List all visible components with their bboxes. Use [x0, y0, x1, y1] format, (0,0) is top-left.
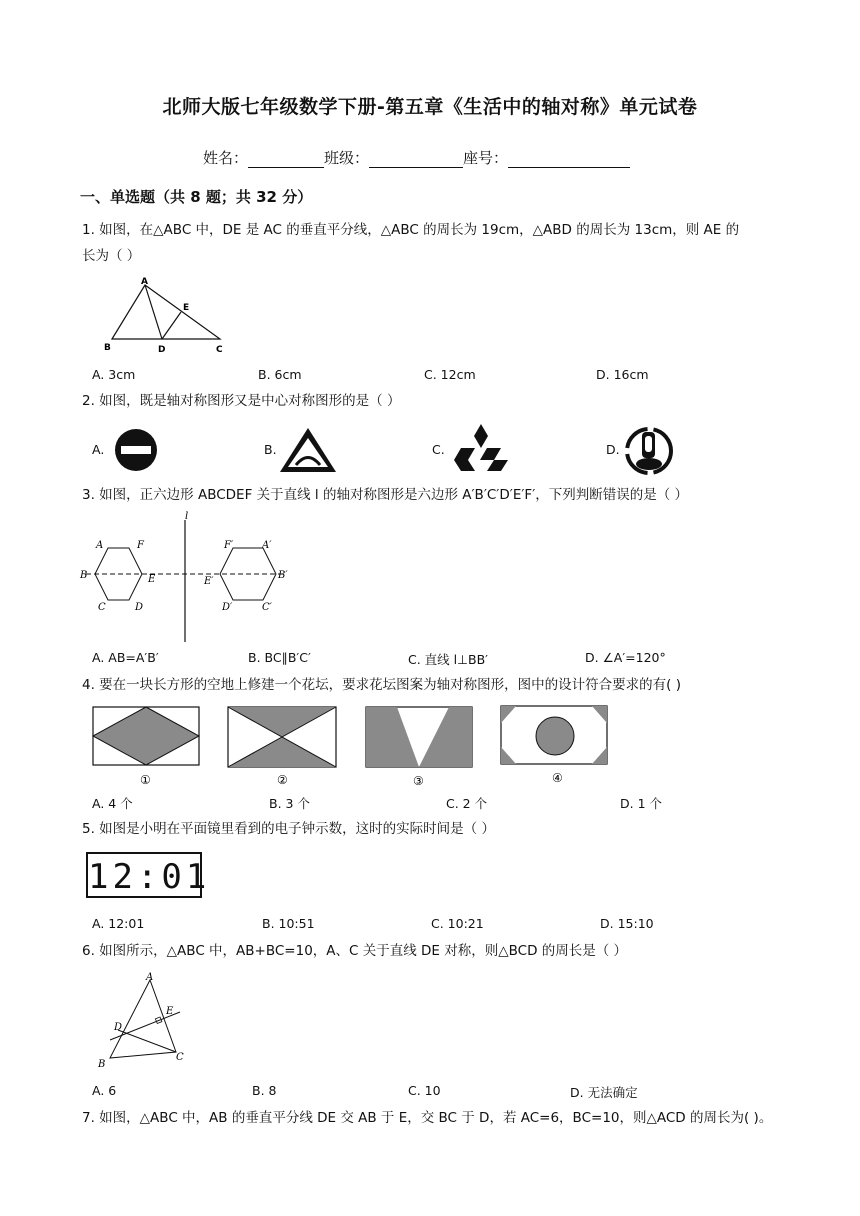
triangle-figure-q6	[94, 972, 194, 1072]
q1-option-a[interactable]: A. 3cm	[92, 367, 136, 382]
circular-emblem-icon	[624, 426, 674, 476]
q1-option-c[interactable]: C. 12cm	[424, 367, 476, 382]
design-label-3: ③	[413, 774, 424, 788]
name-label: 姓名：	[203, 149, 249, 167]
name-blank	[248, 151, 324, 168]
label-D: D	[135, 602, 144, 613]
warning-triangle-icon	[278, 426, 338, 474]
label-A: A	[141, 277, 148, 287]
label-F-prime: F′	[224, 540, 234, 551]
student-info	[203, 147, 630, 168]
question-1-stem-line1: 1. 如图，在△ABC 中，DE 是 AC 的垂直平分线，△ABC 的周长为 19cm，△ABD 的周长为 13cm，则 AE 的	[82, 222, 740, 238]
q4-option-c[interactable]: C. 2 个	[446, 796, 488, 811]
q3-option-a[interactable]: A. AB=A′B′	[92, 650, 159, 665]
label-C: C	[176, 1052, 184, 1063]
q1-option-d[interactable]: D. 16cm	[596, 367, 649, 382]
seat-label: 座号：	[463, 149, 509, 167]
section-heading: 一、单选题（共 8 题；共 32 分）	[80, 188, 313, 206]
q3-option-c[interactable]: C. 直线 l⊥BB′	[408, 652, 488, 667]
q6-option-d[interactable]: D. 无法确定	[570, 1085, 638, 1100]
class-blank	[369, 151, 463, 168]
page-title: 北师大版七年级数学下册-第五章《生活中的轴对称》单元试卷	[162, 96, 698, 118]
q4-option-a[interactable]: A. 4 个	[92, 796, 133, 811]
label-D: D	[158, 345, 166, 355]
design-label-1: ①	[140, 773, 151, 787]
q3-option-d[interactable]: D. ∠A′=120°	[585, 650, 666, 665]
triangle-figure-q1	[100, 276, 230, 356]
question-5-stem: 5. 如图是小明在平面镜里看到的电子钟示数，这时的实际时间是（ ）	[82, 821, 495, 837]
no-entry-sign-icon	[114, 428, 158, 472]
question-1-stem-line2: 长为（ ）	[82, 248, 141, 264]
q3-option-b[interactable]: B. BC∥B′C′	[248, 650, 311, 665]
class-label: 班级：	[324, 149, 370, 167]
digital-clock-display	[86, 852, 211, 898]
flowerbed-design-2	[227, 706, 337, 788]
clock-reading: 12:01	[88, 857, 211, 897]
q4-option-d[interactable]: D. 1 个	[620, 796, 662, 811]
label-C: C	[216, 345, 223, 355]
q5-option-b[interactable]: B. 10:51	[262, 916, 315, 931]
design-label-4: ④	[552, 771, 563, 785]
question-7-stem: 7. 如图，△ABC 中，AB 的垂直平分线 DE 交 AB 于 E，交 BC 于 D，若 AC=6，BC=10，则△ACD 的周长为( )。	[82, 1110, 773, 1126]
label-C: C	[98, 602, 106, 613]
label-D-prime: D′	[222, 602, 233, 613]
label-B-prime: B′	[278, 570, 288, 581]
label-B: B	[104, 343, 111, 353]
q4-option-b[interactable]: B. 3 个	[269, 796, 310, 811]
label-F: F	[137, 540, 144, 551]
q2-option-c[interactable]: C.	[432, 442, 445, 457]
three-diamonds-logo-icon	[454, 424, 508, 472]
seat-blank	[508, 151, 630, 168]
q2-option-d[interactable]: D.	[606, 442, 620, 457]
question-6-stem: 6. 如图所示，△ABC 中，AB+BC=10，A、C 关于直线 DE 对称，则△BCD 的周长是（ ）	[82, 943, 628, 959]
label-E-prime: E′	[204, 576, 214, 587]
label-A: A	[146, 972, 154, 983]
flowerbed-design-1	[92, 706, 200, 788]
q2-option-a[interactable]: A.	[92, 442, 105, 457]
q5-option-c[interactable]: C. 10:21	[431, 916, 484, 931]
question-2-stem: 2. 如图，既是轴对称图形又是中心对称图形的是（ ）	[82, 393, 401, 409]
design-label-2: ②	[277, 773, 288, 787]
q1-option-b[interactable]: B. 6cm	[258, 367, 302, 382]
label-A: A	[96, 540, 104, 551]
q6-option-b[interactable]: B. 8	[252, 1083, 277, 1098]
question-3-stem: 3. 如图，正六边形 ABCDEF 关于直线 l 的轴对称图形是六边形 A′B′C′D′E′F′，下列判断错误的是（ ）	[82, 487, 689, 503]
label-E: E	[166, 1006, 174, 1017]
q5-option-a[interactable]: A. 12:01	[92, 916, 145, 931]
label-C-prime: C′	[262, 602, 272, 613]
label-l: l	[185, 511, 189, 522]
flowerbed-design-4	[500, 705, 608, 787]
label-E: E	[148, 574, 156, 585]
hexagon-reflection-figure	[78, 508, 298, 644]
q2-option-b[interactable]: B.	[264, 442, 277, 457]
label-D: D	[114, 1022, 123, 1033]
label-E: E	[183, 303, 190, 313]
label-B: B	[80, 570, 88, 581]
label-A-prime: A′	[262, 540, 272, 551]
q5-option-d[interactable]: D. 15:10	[600, 916, 654, 931]
question-4-stem: 4. 要在一块长方形的空地上修建一个花坛，要求花坛图案为轴对称图形，图中的设计符合要求的有( )	[82, 677, 681, 693]
flowerbed-design-3	[365, 706, 473, 788]
label-B: B	[98, 1059, 106, 1070]
q6-option-c[interactable]: C. 10	[408, 1083, 441, 1098]
q6-option-a[interactable]: A. 6	[92, 1083, 117, 1098]
